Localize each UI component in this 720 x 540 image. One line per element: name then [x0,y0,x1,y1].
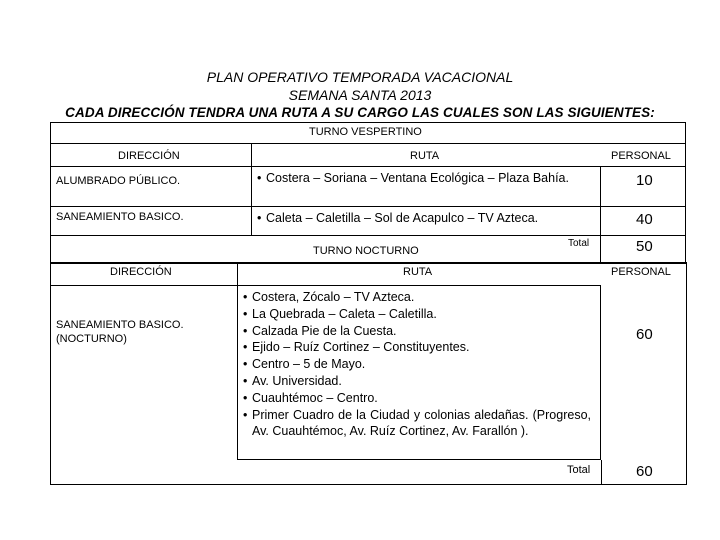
evening-row-2-route [257,210,597,227]
page-title: PLAN OPERATIVO TEMPORADA VACACIONAL [206,69,514,85]
evening-row-2-staff: 40 [636,211,653,228]
night-route-item: • Centro – 5 de Mayo. [243,356,591,373]
night-total-label: Total [567,464,591,476]
night-route-item: • Costera, Zócalo – TV Azteca. [243,289,591,306]
page-instruction: CADA DIRECCIÓN TENDRA UNA RUTA A SU CARGO LAS CUALES SON LAS SIGUIENTES: [65,105,655,120]
evening-total-value: 50 [636,238,653,255]
evening-row-1-direction: ALUMBRADO PÚBLICO. [56,175,181,187]
evening-col-staff: PERSONAL [611,150,671,162]
evening-row-1-route-item: • Costera – Soriana – Ventana Ecológica – Plaza Bahía. [257,170,591,187]
evening-total-label: Total [568,238,590,249]
night-route-item: • Primer Cuadro de la Ciudad y colonias aledañas. (Progreso, Av. Cuauhtémoc, Av. Ruíz Cortinez, Av. Farallón ). [243,407,591,441]
night-col-route: RUTA [403,266,433,278]
evening-row-2-route-item: • Caleta – Caletilla – Sol de Acapulco – TV Azteca. [257,210,597,227]
night-col-staff: PERSONAL [611,266,671,278]
night-route-item: • La Quebrada – Caleta – Caletilla. [243,306,591,323]
night-route-item: • Ejido – Ruíz Cortinez – Constituyentes. [243,339,591,356]
night-route-list [243,289,591,440]
evening-shift-label: TURNO VESPERTINO [309,126,422,138]
evening-col-route: RUTA [410,150,440,162]
evening-row-2-direction: SANEAMIENTO BASICO. [56,211,184,223]
evening-row-1-staff: 10 [636,172,653,189]
evening-col-direction: DIRECCIÓN [118,150,180,162]
page-subtitle: SEMANA SANTA 2013 [288,87,432,103]
evening-shift-label-night: TURNO NOCTURNO [313,245,419,257]
night-direction: SANEAMIENTO BASICO. (NOCTURNO) [56,319,184,345]
night-staff: 60 [636,326,653,343]
night-col-direction: DIRECCIÓN [110,266,172,278]
evening-row-1-route [257,170,591,187]
night-total-value: 60 [636,463,653,480]
night-route-item: • Cuauhtémoc – Centro. [243,390,591,407]
night-route-item: • Av. Universidad. [243,373,591,390]
night-route-item: • Calzada Pie de la Cuesta. [243,323,591,340]
